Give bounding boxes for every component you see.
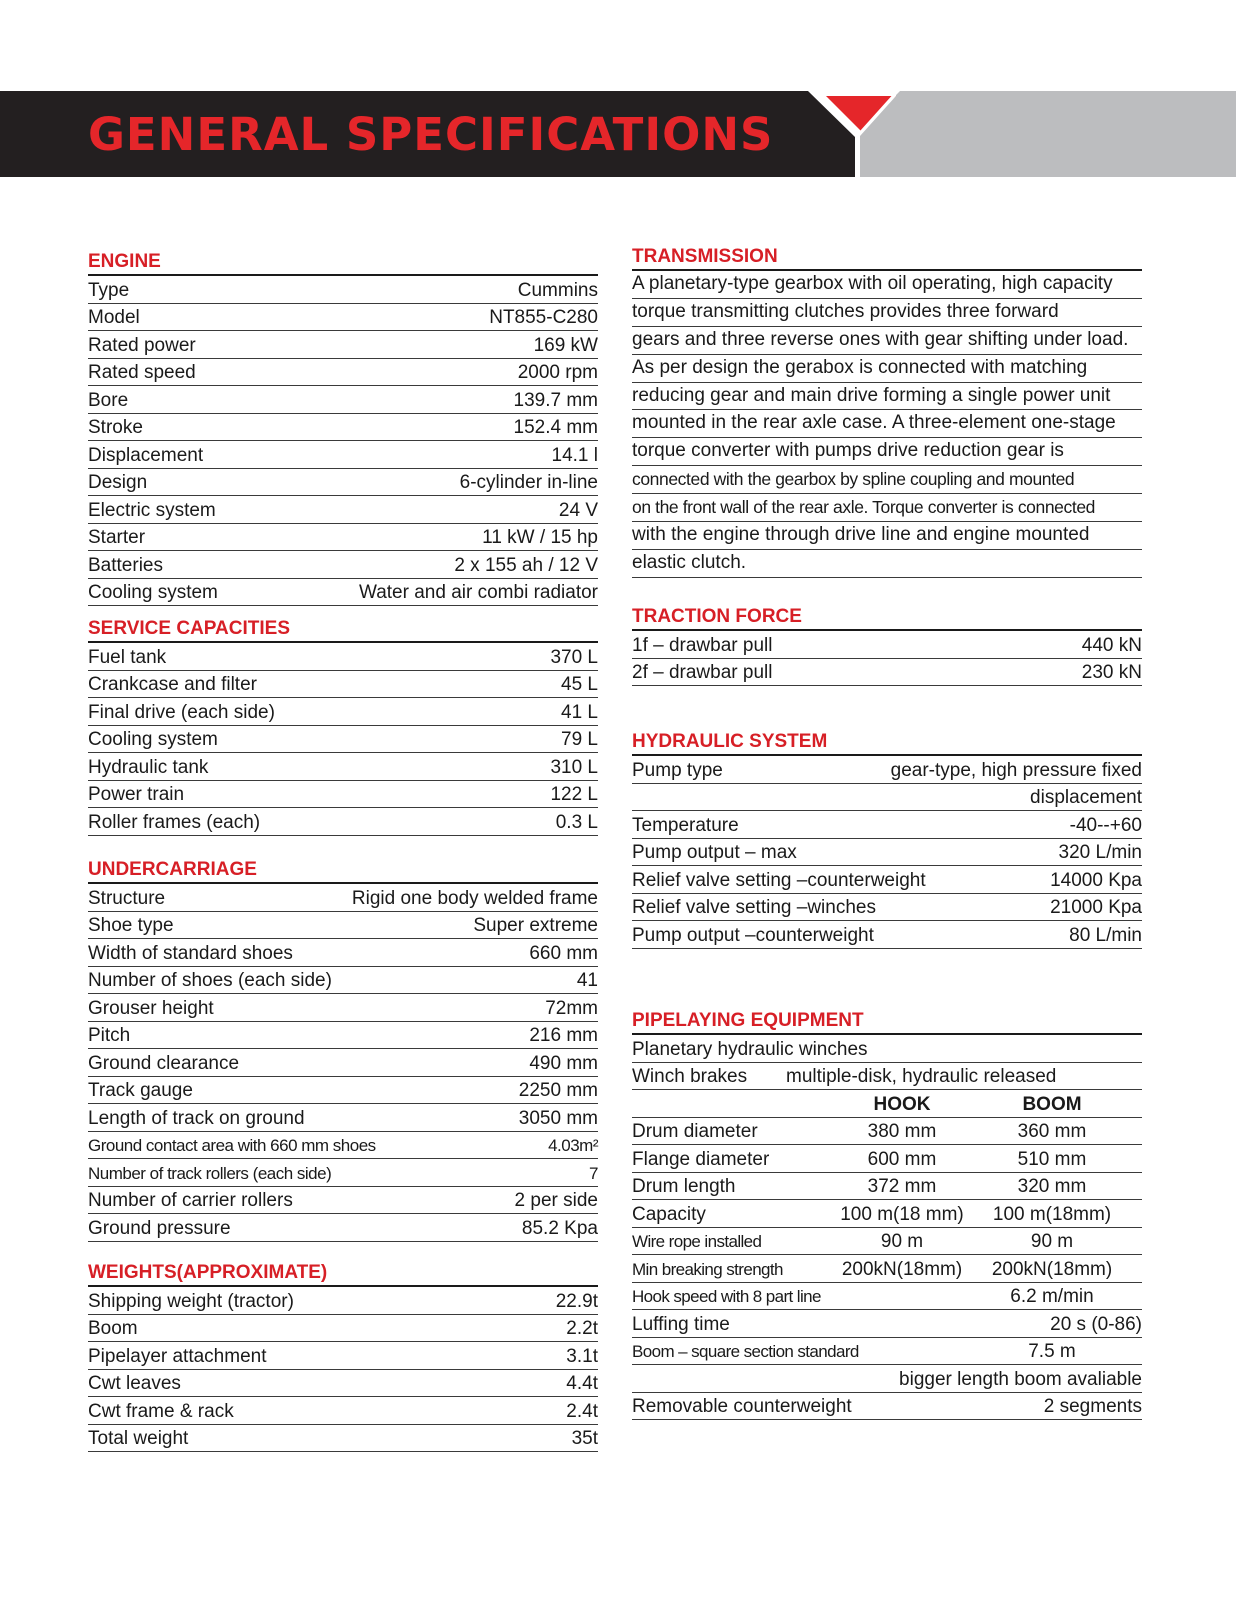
header-triangle-icon <box>0 0 1236 200</box>
service-capacities-section <box>88 617 598 836</box>
spec-row <box>88 414 598 442</box>
luffing-time-value: 20 s (0-86) <box>1050 1313 1142 1335</box>
spec-value: 7 <box>589 1163 598 1183</box>
spec-value: 370 L <box>550 646 598 668</box>
spec-label: Electric system <box>88 499 216 521</box>
paragraph-line: mounted in the rear axle case. A three-element one-stage <box>632 410 1142 438</box>
paragraph-line: with the engine through drive line and engine mounted <box>632 522 1142 550</box>
spec-label: Pump output –counterweight <box>632 924 874 946</box>
pipelaying-label: Min breaking strength <box>632 1259 783 1279</box>
boom-value: 360 mm <box>1017 1121 1087 1142</box>
hook-value: 380 mm <box>867 1121 937 1142</box>
spec-row <box>88 1104 598 1132</box>
spec-row <box>88 1049 598 1077</box>
spec-value: 45 L <box>561 674 598 695</box>
hook-value: 200kN(18mm) <box>841 1258 963 1280</box>
spec-row <box>88 1342 598 1370</box>
spec-value: 2 per side <box>514 1190 598 1211</box>
spec-label: Bore <box>88 389 129 411</box>
spec-row <box>88 1287 598 1315</box>
paragraph-line: on the front wall of the rear axle. Torque converter is connected <box>632 494 1142 522</box>
spec-value: 3050 mm <box>518 1107 598 1129</box>
spec-value: 152.4 mm <box>513 417 598 438</box>
spec-value: 169 kW <box>533 334 598 356</box>
spec-value: 41 <box>576 970 598 991</box>
spec-label: Pipelayer attachment <box>88 1345 267 1367</box>
spec-value: 2 x 155 ah / 12 V <box>454 554 598 576</box>
spec-value: 2250 mm <box>518 1080 598 1101</box>
spec-row <box>88 496 598 524</box>
page-title: GENERAL SPECIFICATIONS <box>88 108 774 161</box>
spec-value: 79 L <box>561 729 598 750</box>
spec-value: 72mm <box>545 997 598 1019</box>
spec-label: Number of carrier rollers <box>88 1190 293 1211</box>
boom-standard-value: 7.5 m <box>1028 1341 1076 1362</box>
paragraph-line: elastic clutch. <box>632 550 1142 578</box>
spec-label: Final drive (each side) <box>88 701 275 723</box>
spec-label: Shoe type <box>88 915 174 936</box>
spec-value: 139.7 mm <box>513 389 598 411</box>
spec-row <box>88 698 598 726</box>
section-title: SERVICE CAPACITIES <box>88 617 598 643</box>
spec-row <box>88 994 598 1022</box>
spec-row <box>88 441 598 469</box>
removable-counterweight-row <box>632 1393 1142 1421</box>
pipelaying-row <box>632 1173 1142 1201</box>
spec-value: 2.4t <box>566 1400 598 1422</box>
spec-value: 14000 Kpa <box>1050 869 1142 891</box>
spec-row <box>88 726 598 754</box>
spec-row <box>88 276 598 304</box>
spec-value: 4.4t <box>566 1373 598 1394</box>
spec-label: Total weight <box>88 1428 189 1449</box>
section-title: UNDERCARRIAGE <box>88 858 598 884</box>
undercarriage-section <box>88 858 598 1242</box>
spec-label: Length of track on ground <box>88 1107 305 1129</box>
spec-row <box>88 1370 598 1398</box>
boom-value: 320 mm <box>1017 1176 1087 1197</box>
boom-value: 100 m(18mm) <box>992 1203 1112 1225</box>
paragraph-line: torque transmitting clutches provides three forward <box>632 299 1142 327</box>
pipelaying-row <box>632 1145 1142 1173</box>
spec-label: Track gauge <box>88 1080 193 1101</box>
spec-value: 14.1 l <box>551 444 598 466</box>
spec-row <box>88 551 598 579</box>
spec-value: NT855-C280 <box>489 307 598 328</box>
pipelaying-row <box>632 1118 1142 1146</box>
pipelaying-label: Wire rope installed <box>632 1232 762 1251</box>
section-title: HYDRAULIC SYSTEM <box>632 730 1142 756</box>
spec-value: 41 L <box>561 701 598 723</box>
spec-label: Relief valve setting –winches <box>632 897 876 918</box>
spec-row <box>88 912 598 940</box>
spec-value: 35t <box>571 1428 598 1449</box>
spec-row <box>88 781 598 809</box>
weights-section <box>88 1261 598 1452</box>
transmission-section <box>632 245 1142 578</box>
spec-value: Super extreme <box>473 915 598 936</box>
spec-label: Boom <box>88 1318 138 1339</box>
boom-value: 6.2 m/min <box>1010 1286 1094 1307</box>
spec-value: 0.3 L <box>555 811 598 833</box>
spec-value: -40--+60 <box>1069 814 1142 836</box>
spec-value: 2.2t <box>566 1318 598 1339</box>
pipelaying-row <box>632 1255 1142 1283</box>
removable-counterweight-label: Removable counterweight <box>632 1396 852 1417</box>
pipelaying-equipment-section <box>632 1009 1142 1420</box>
hook-value: 600 mm <box>867 1148 937 1170</box>
spec-row <box>632 894 1142 922</box>
boom-note: bigger length boom avaliable <box>899 1368 1142 1390</box>
winch-brakes-label: Winch brakes <box>632 1066 748 1087</box>
spec-row <box>88 643 598 671</box>
paragraph-line: As per design the gerabox is connected with matching <box>632 355 1142 383</box>
spec-value: 490 mm <box>529 1052 598 1074</box>
spec-value: 122 L <box>550 784 598 805</box>
spec-row <box>632 784 1142 812</box>
spec-label: Hydraulic tank <box>88 756 209 778</box>
paragraph-line: gears and three reverse ones with gear shifting under load. <box>632 327 1142 355</box>
spec-value: Cummins <box>517 279 598 301</box>
spec-row <box>88 1077 598 1105</box>
spec-label: Design <box>88 472 148 493</box>
pipelaying-label: Drum diameter <box>632 1121 758 1142</box>
spec-row <box>88 967 598 995</box>
spec-value: 85.2 Kpa <box>521 1217 598 1239</box>
spec-row <box>88 469 598 497</box>
spec-label: Stroke <box>88 417 143 438</box>
spec-label: Number of track rollers (each side) <box>88 1163 332 1183</box>
spec-label: Ground contact area with 660 mm shoes <box>88 1136 376 1155</box>
paragraph-line: torque converter with pumps drive reduction gear is <box>632 438 1142 466</box>
spec-value: 3.1t <box>566 1345 598 1367</box>
transmission-paragraph <box>632 271 1142 578</box>
spec-value: 4.03m² <box>548 1136 598 1155</box>
luffing-time-label: Luffing time <box>632 1313 730 1335</box>
section-title: PIPELAYING EQUIPMENT <box>632 1009 1142 1035</box>
spec-row <box>632 839 1142 867</box>
spec-row <box>88 808 598 836</box>
spec-label: Batteries <box>88 554 163 576</box>
spec-row <box>632 866 1142 894</box>
pipelaying-label: Capacity <box>632 1203 706 1225</box>
boom-standard-label: Boom – square section standard <box>632 1342 859 1361</box>
section-title: WEIGHTS(APPROXIMATE) <box>88 1261 598 1287</box>
traction-force-section <box>632 605 1142 686</box>
spec-value: Rigid one body welded frame <box>351 887 598 909</box>
spec-value: displacement <box>1030 787 1142 808</box>
pipelaying-row <box>632 1228 1142 1256</box>
hook-column-header: HOOK <box>873 1093 931 1115</box>
section-title: ENGINE <box>88 250 598 276</box>
spec-row <box>88 331 598 359</box>
boom-column-header: BOOM <box>1022 1093 1082 1115</box>
spec-label: Model <box>88 307 140 328</box>
winch-brakes-value: multiple-disk, hydraulic released <box>786 1066 1057 1087</box>
hook-value: 100 m(18 mm) <box>840 1203 964 1225</box>
pipelaying-label: Drum length <box>632 1176 736 1197</box>
spec-row <box>88 579 598 607</box>
spec-row <box>88 1397 598 1425</box>
boom-value: 510 mm <box>1017 1148 1087 1170</box>
spec-label: Relief valve setting –counterweight <box>632 869 926 891</box>
spec-label: Structure <box>88 887 166 909</box>
spec-value: 2000 rpm <box>517 362 598 383</box>
winches-label: Planetary hydraulic winches <box>632 1038 868 1060</box>
spec-row <box>88 1315 598 1343</box>
boom-value: 90 m <box>1030 1231 1074 1252</box>
spec-label: Rated power <box>88 334 196 356</box>
spec-row <box>88 304 598 332</box>
winches-row <box>632 1035 1142 1063</box>
spec-label: Ground pressure <box>88 1217 231 1239</box>
spec-label: Power train <box>88 784 185 805</box>
spec-label: 1f – drawbar pull <box>632 634 773 656</box>
spec-label: Rated speed <box>88 362 196 383</box>
spec-label: Type <box>88 279 130 301</box>
luffing-time-row <box>632 1310 1142 1338</box>
pipelaying-label: Hook speed with 8 part line <box>632 1287 821 1306</box>
spec-label: Pump output – max <box>632 842 797 863</box>
spec-row <box>88 1214 598 1242</box>
spec-row <box>88 1022 598 1050</box>
paragraph-line: A planetary-type gearbox with oil operating, high capacity <box>632 271 1142 299</box>
spec-row <box>88 1425 598 1453</box>
spec-value: 11 kW / 15 hp <box>482 527 598 548</box>
spec-label: Temperature <box>632 814 739 836</box>
spec-label: Cwt leaves <box>88 1373 181 1394</box>
spec-row <box>88 1187 598 1215</box>
spec-label: Ground clearance <box>88 1052 240 1074</box>
spec-row <box>632 631 1142 659</box>
spec-label: Crankcase and filter <box>88 674 257 695</box>
spec-label: Displacement <box>88 444 204 466</box>
pipelaying-header-row <box>632 1090 1142 1118</box>
spec-label: Cooling system <box>88 729 218 750</box>
spec-label: Number of shoes (each side) <box>88 970 332 991</box>
section-title: TRANSMISSION <box>632 245 1142 271</box>
paragraph-line: connected with the gearbox by spline coupling and mounted <box>632 466 1142 494</box>
spec-value: 660 mm <box>529 942 598 964</box>
spec-row <box>88 386 598 414</box>
spec-value: 440 kN <box>1081 634 1142 656</box>
pipelaying-row <box>632 1200 1142 1228</box>
spec-value: 6-cylinder in-line <box>459 472 598 493</box>
spec-value: Water and air combi radiator <box>358 582 598 603</box>
spec-label: 2f – drawbar pull <box>632 662 773 683</box>
spec-row <box>88 1132 598 1160</box>
spec-value: 21000 Kpa <box>1050 897 1142 918</box>
spec-label: Fuel tank <box>88 646 167 668</box>
winch-brakes-row <box>632 1063 1142 1091</box>
paragraph-line: reducing gear and main drive forming a single power unit <box>632 383 1142 411</box>
boom-standard-row <box>632 1338 1142 1366</box>
hydraulic-system-section <box>632 730 1142 949</box>
engine-section <box>88 250 598 606</box>
spec-row <box>632 659 1142 687</box>
removable-counterweight-value: 2 segments <box>1043 1396 1142 1417</box>
spec-row <box>632 921 1142 949</box>
spec-label: Starter <box>88 527 146 548</box>
spec-value: 230 kN <box>1081 662 1142 683</box>
spec-value: 320 L/min <box>1058 842 1142 863</box>
spec-row <box>88 884 598 912</box>
spec-label: Shipping weight (tractor) <box>88 1290 294 1312</box>
spec-label: Pump type <box>632 759 723 781</box>
pipelaying-label: Flange diameter <box>632 1148 770 1170</box>
spec-label: Cooling system <box>88 582 218 603</box>
spec-value: 22.9t <box>555 1290 598 1312</box>
spec-value: 80 L/min <box>1069 924 1142 946</box>
spec-value: 216 mm <box>529 1025 598 1046</box>
spec-value: 24 V <box>558 499 598 521</box>
pipelaying-row <box>632 1283 1142 1311</box>
spec-value: gear-type, high pressure fixed <box>890 759 1142 781</box>
spec-row <box>88 524 598 552</box>
spec-label: Roller frames (each) <box>88 811 261 833</box>
spec-row <box>88 671 598 699</box>
hook-value: 90 m <box>880 1231 924 1252</box>
spec-row <box>88 1159 598 1187</box>
spec-label: Grouser height <box>88 997 214 1019</box>
spec-row <box>88 359 598 387</box>
hook-value: 372 mm <box>867 1176 937 1197</box>
spec-row <box>632 756 1142 784</box>
spec-label: Cwt frame & rack <box>88 1400 234 1422</box>
spec-label: Pitch <box>88 1025 131 1046</box>
spec-row <box>88 939 598 967</box>
boom-note-row <box>632 1365 1142 1393</box>
boom-value: 200kN(18mm) <box>991 1258 1113 1280</box>
spec-value: 310 L <box>550 756 598 778</box>
spec-row <box>632 811 1142 839</box>
spec-row <box>88 753 598 781</box>
spec-label: Width of standard shoes <box>88 942 293 964</box>
section-title: TRACTION FORCE <box>632 605 1142 631</box>
